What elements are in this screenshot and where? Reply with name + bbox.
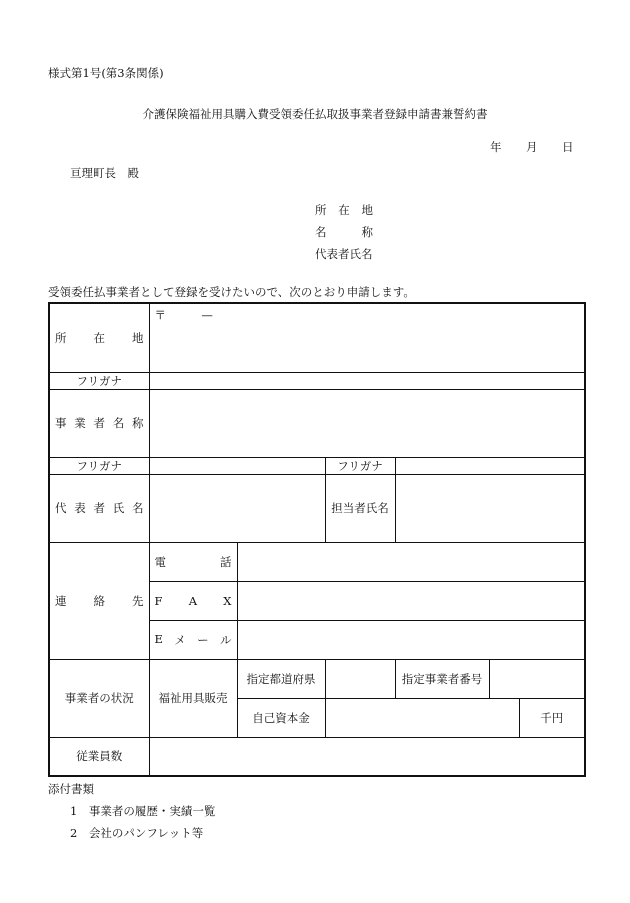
capital-unit: 千円 [519, 698, 585, 737]
contact-label-cell: 連 絡 先 [49, 542, 149, 659]
contact-person-label: 担当者氏名 [325, 474, 395, 542]
applicant-rep-label: 代表者氏名 [315, 247, 373, 261]
rep-furigana-label: フリガナ [49, 457, 149, 474]
business-name-label-cell: 事 業 者 名 称 [49, 389, 149, 457]
contact-furigana-label: フリガナ [325, 457, 395, 474]
business-name-input[interactable] [149, 389, 585, 457]
designation-number-label: 指定事業者番号 [395, 659, 489, 698]
designation-number-input[interactable] [489, 659, 585, 698]
email-input[interactable] [237, 620, 585, 659]
form-number: 様式第1号(第3条関係) [48, 66, 164, 80]
attachments-heading: 添付書類 [48, 782, 94, 796]
rep-name-input[interactable] [149, 474, 325, 542]
document-title: 介護保険福祉用具購入費受領委任払取扱事業者登録申請書兼誓約書 [142, 107, 488, 121]
addressee: 亘理町長 殿 [70, 166, 139, 180]
fax-label-cell: F A X [149, 581, 237, 620]
business-furigana-input[interactable] [149, 372, 585, 389]
date-day: 日 [562, 140, 574, 154]
employees-label: 従業員数 [49, 737, 149, 776]
date-year: 年 [490, 140, 502, 154]
location-label-cell: 所 在 地 [49, 303, 149, 372]
registration-form-table [48, 302, 586, 777]
applicant-address-label: 所 在 地 [315, 203, 373, 217]
location-input-cell[interactable] [149, 303, 585, 372]
fax-input[interactable] [237, 581, 585, 620]
welfare-sales-label: 福祉用具販売 [149, 659, 237, 737]
prefecture-label: 指定都道府県 [237, 659, 325, 698]
attachment-item: 1 事業者の履歴・実績一覧 [70, 804, 216, 818]
postal-dash: — [201, 308, 213, 322]
intro-text: 受領委任払事業者として登録を受けたいので、次のとおり申請します。 [48, 285, 415, 299]
phone-input[interactable] [237, 542, 585, 581]
date-month: 月 [526, 140, 538, 154]
employees-input[interactable] [149, 737, 585, 776]
rep-furigana-input[interactable] [149, 457, 325, 474]
phone-label-cell: 電 話 [149, 542, 237, 581]
postal-mark: 〒 [154, 308, 166, 322]
business-furigana-label: フリガナ [49, 372, 149, 389]
capital-input[interactable] [325, 698, 519, 737]
capital-label: 自己資本金 [237, 698, 325, 737]
applicant-name-label: 名 称 [315, 225, 373, 239]
rep-name-label-cell: 代 表 者 氏 名 [49, 474, 149, 542]
contact-person-input[interactable] [395, 474, 585, 542]
attachment-item: 2 会社のパンフレット等 [70, 826, 204, 840]
email-label-cell: E メ ー ル [149, 620, 237, 659]
status-label: 事業者の状況 [49, 659, 149, 737]
contact-furigana-input[interactable] [395, 457, 585, 474]
prefecture-input[interactable] [325, 659, 395, 698]
